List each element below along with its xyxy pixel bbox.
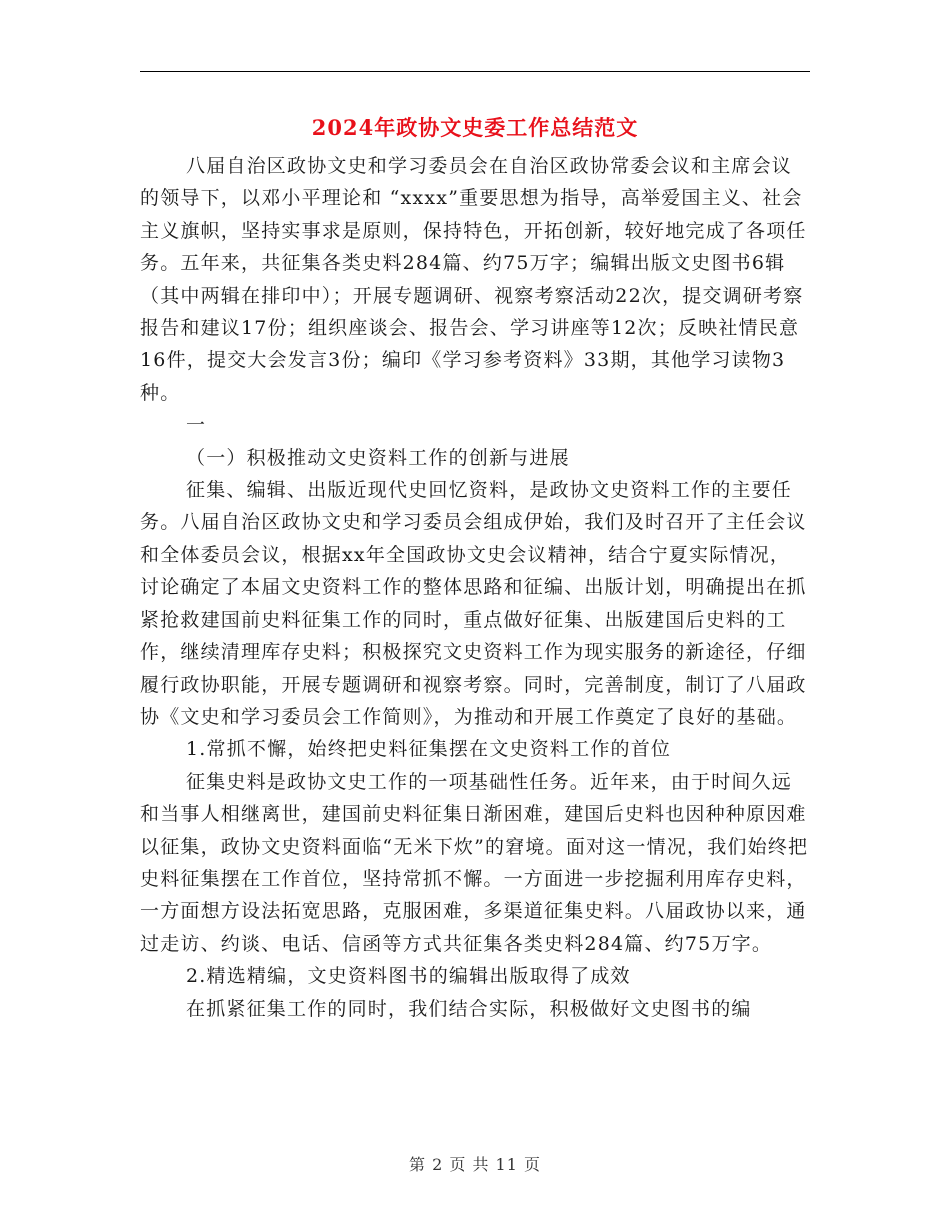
- section-heading-2: 1.常抓不懈，始终把史料征集摆在文史资料工作的首位: [186, 738, 672, 761]
- document-body: [140, 150, 810, 1025]
- page-number: 第 2 页 共 11 页: [409, 1155, 541, 1174]
- section-heading-3: 2.精选精编，文史资料图书的编辑出版取得了成效: [186, 965, 631, 988]
- section-heading-1: （一）积极推动文史资料工作的创新与进展: [186, 446, 570, 469]
- paragraph-intro: 八届自治区政协文史和学习委员会在自治区政协常委会议和主席会议的领导下，以邓小平理论和 “xxxx”重要思想为指导，高举爱国主义、社会主义旗帜，坚持实事求是原则，保持特色，开拓创新，较好地完成了各项任务。五年来，共征集各类史料284篇、约75万字；编辑出版文史图书6辑（其中两辑在排印中）；开展专题调研、视察考察活动22次，提交调研考察报告和建议17份；组织座谈会、报告会、学习讲座等12次；反映社情民意16件，提交大会发言3份；编印《学习参考资料》33期，其他学习读物3种。: [140, 155, 807, 404]
- paragraph-3: 在抓紧征集工作的同时，我们结合实际，积极做好文史图书的编: [186, 997, 752, 1020]
- paragraph-1: 征集、编辑、出版近现代史回忆资料，是政协文史资料工作的主要任务。八届自治区政协文史和学习委员会组成伊始，我们及时召开了主任会议和全体委员会议，根据xx年全国政协文史会议精神，结合宁夏实际情况，讨论确定了本届文史资料工作的整体思路和征编、出版计划，明确提出在抓紧抢救建国前史料征集工作的同时，重点做好征集、出版建国后史料的工作，继续清理库存史料；积极探究文史资料工作为现实服务的新途径，仔细履行政协职能，开展专题调研和视察考察。同时，完善制度，制订了八届政协《文史和学习委员会工作简则》，为推动和开展工作奠定了良好的基础。: [140, 479, 807, 728]
- header-rule: [140, 71, 810, 72]
- section-mark: 一: [186, 414, 207, 437]
- document-title: 2024年政协文史委工作总结范文: [311, 115, 639, 140]
- paragraph-2: 征集史料是政协文史工作的一项基础性任务。近年来，由于时间久远和当事人相继离世，建国前史料征集日渐困难，建国后史料也因种种原因难以征集，政协文史资料面临“无米下炊”的窘境。面对这一情况，我们始终把史料征集摆在工作首位，坚持常抓不懈。一方面进一步挖掘利用库存史料，一方面想方设法拓宽思路，克服困难，多渠道征集史料。八届政协以来，通过走访、约谈、电话、信函等方式共征集各类史料284篇、约75万字。: [140, 770, 809, 955]
